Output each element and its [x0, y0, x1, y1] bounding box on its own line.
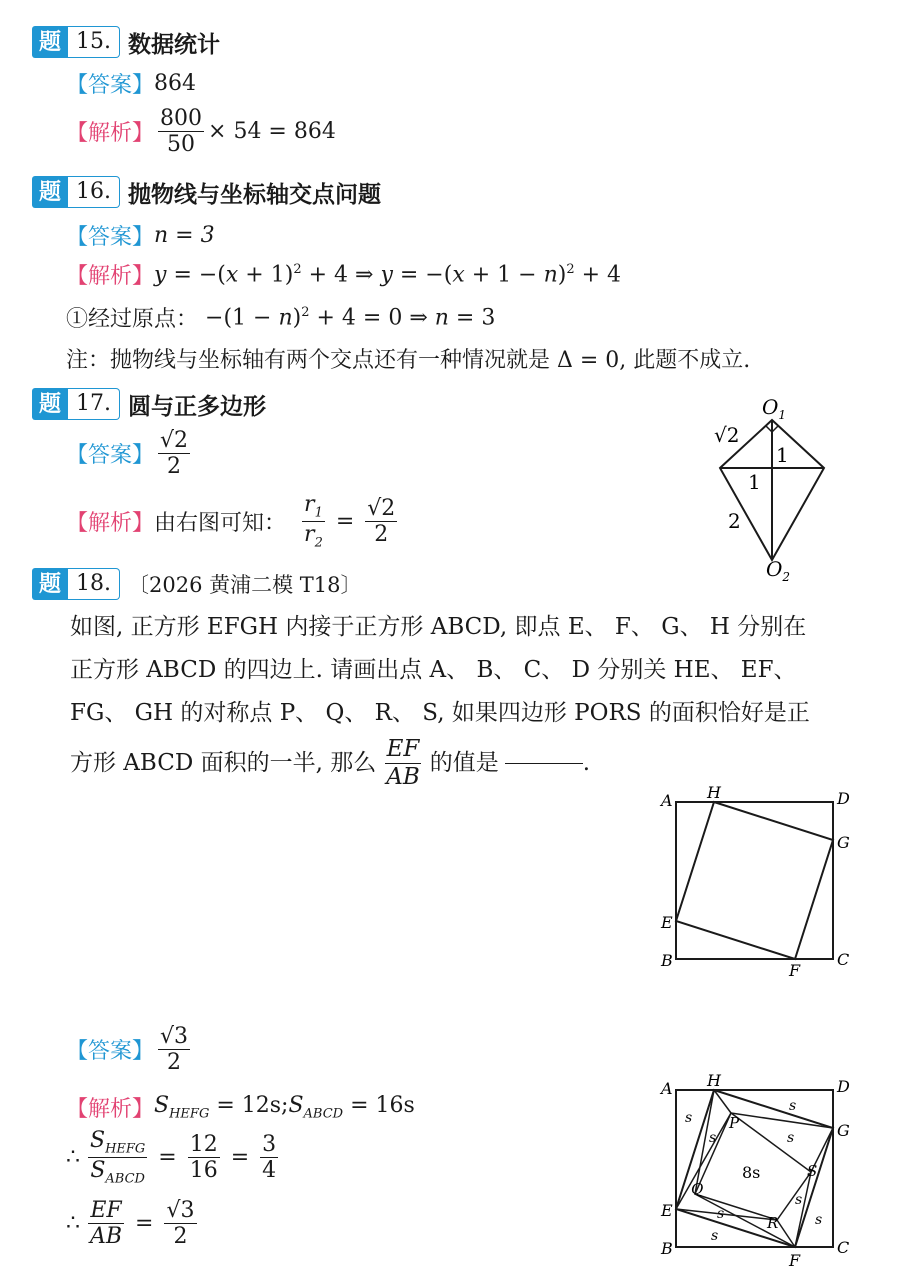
- fraction-numerator: EF: [386, 736, 420, 763]
- label-one-a: 1: [776, 443, 789, 467]
- label-s-region: s: [711, 1228, 719, 1244]
- square-efgh: [676, 802, 833, 959]
- fraction-numerator: √2: [160, 428, 189, 453]
- label-r: R: [767, 1214, 779, 1232]
- fraction-denominator: 50: [167, 132, 196, 158]
- label-side-root2: √2: [714, 423, 740, 447]
- q16-step1: [66, 302, 495, 333]
- label-f: F: [789, 1251, 801, 1270]
- answer-blank: [505, 762, 583, 764]
- fraction-numerator: √2: [367, 496, 396, 522]
- label-b: B: [661, 1239, 673, 1258]
- note-text: 注：抛物线与坐标轴有两个交点还有一种情况就是 Δ = 0, 此题不成立.: [66, 348, 751, 373]
- area-abcd: $S_{ABCD} = 16s$: [288, 1093, 415, 1122]
- fraction-numerator: 12: [189, 1132, 218, 1158]
- fraction-denominator: 2: [167, 454, 182, 480]
- q15-analysis: [66, 106, 336, 158]
- q18-header: [32, 568, 362, 600]
- question-number: 18.: [68, 568, 120, 600]
- label-s-region: s: [795, 1192, 803, 1208]
- fraction-numerator: EF: [90, 1198, 122, 1223]
- q18-answer: [66, 1024, 194, 1076]
- answer-tag: 【答案】: [66, 443, 155, 469]
- q16-note: [66, 343, 750, 374]
- fraction-denominator: 2: [374, 522, 389, 548]
- answer-tag: 【答案】: [66, 1039, 155, 1065]
- problem-line-3: FG、 GH 的对称点 P、 Q、 R、 S, 如果四边形 PORS 的面积恰好是正: [70, 700, 810, 726]
- fraction: [158, 106, 204, 158]
- problem-fraction: [384, 736, 422, 790]
- analysis-prefix: 由右图可知：: [154, 511, 287, 537]
- equals-sign: =: [328, 509, 362, 535]
- label-p: P: [729, 1114, 740, 1132]
- answer-tag: 【答案】: [66, 225, 155, 250]
- analysis-rest: × 54 = 864: [208, 119, 336, 145]
- fraction-denominator: 16: [189, 1158, 218, 1184]
- answer-value: n = 3: [154, 223, 215, 248]
- answer-value: 864: [154, 71, 197, 96]
- step1-prefix: ①经过原点：: [66, 307, 199, 332]
- problem-line-4-suffix: 的值是: [429, 749, 499, 776]
- q16-header: [32, 176, 381, 208]
- label-one-b: 1: [748, 470, 761, 494]
- fraction-denominator: $S_{ABCD}$: [90, 1158, 145, 1187]
- fraction-denominator: 2: [173, 1224, 188, 1250]
- label-a: A: [661, 791, 673, 810]
- analysis-tag: 【解析】: [66, 121, 155, 147]
- label-o1: $O_1$: [762, 395, 787, 422]
- fraction-numerator: $r_1$: [304, 492, 323, 521]
- fraction-denominator: AB: [90, 1224, 123, 1250]
- label-s-region: s: [815, 1212, 823, 1228]
- therefore-symbol: ∴: [66, 1145, 80, 1171]
- q17-kite-figure: [700, 392, 840, 584]
- label-b: B: [661, 951, 673, 970]
- question-title: 抛物线与坐标轴交点问题: [128, 180, 381, 208]
- final-value-fraction: [164, 1198, 196, 1250]
- fraction-denominator: 2: [167, 1050, 182, 1076]
- q18-analysis: [66, 1092, 415, 1123]
- fold-line: [731, 1113, 833, 1128]
- q18-figure-2: [655, 1072, 855, 1272]
- label-s-region: s: [709, 1130, 717, 1146]
- ratio-12-16: [188, 1132, 220, 1184]
- question-label: 题: [32, 176, 68, 208]
- question-number: 17.: [68, 388, 120, 420]
- ef-ab-fraction: [88, 1198, 124, 1250]
- fraction-numerator: 800: [160, 106, 203, 131]
- fraction-denominator: $r_2$: [304, 522, 323, 551]
- fraction-numerator: $S_{HEFG}$: [90, 1128, 146, 1157]
- label-s-region: s: [787, 1130, 795, 1146]
- analysis-tag: 【解析】: [66, 511, 155, 537]
- label-q: Q: [691, 1180, 704, 1198]
- label-two: 2: [728, 509, 741, 533]
- question-number: 16.: [68, 176, 120, 208]
- fraction-denominator: AB: [386, 763, 420, 790]
- analysis-formula: $y = -(x + 1)^2 + 4$ ⇒ $y = -(x + 1 - n)^2 + 4$: [154, 261, 622, 288]
- label-8s: 8s: [742, 1163, 761, 1182]
- fold-line: [676, 1113, 731, 1209]
- question-label: 题: [32, 388, 68, 420]
- label-s-region: s: [717, 1206, 725, 1222]
- label-c: C: [837, 950, 850, 969]
- label-a: A: [661, 1079, 673, 1098]
- fraction: [158, 1024, 190, 1076]
- answer-tag: 【答案】: [66, 73, 155, 98]
- q17-analysis: [66, 492, 401, 552]
- label-g: G: [837, 833, 850, 852]
- question-number: 15.: [68, 26, 120, 58]
- area-hefg: $S_{HEFG} = 12s$;: [154, 1093, 289, 1122]
- problem-line-4: 方形 ABCD 面积的一半, 那么 $\frac{EF}{AB}$ 的值是 .: [70, 736, 591, 790]
- fraction-numerator: 3: [262, 1132, 277, 1158]
- question-label: 题: [32, 26, 68, 58]
- analysis-tag: 【解析】: [66, 264, 155, 289]
- q16-answer: [66, 220, 215, 251]
- question-source: 〔2026 黄浦二模 T18〕: [128, 573, 362, 597]
- label-s-region: s: [789, 1098, 797, 1114]
- analysis-tag: 【解析】: [66, 1097, 155, 1122]
- fraction-denominator: 4: [262, 1158, 277, 1184]
- label-f: F: [789, 961, 801, 980]
- area-ratio-fraction: [88, 1128, 147, 1188]
- q17-header: [32, 388, 266, 420]
- question-title: 数据统计: [128, 30, 220, 58]
- q18-final-line: ∴ $\frac{EF}{AB}$ = $\frac{√3}{2}$: [66, 1198, 195, 1250]
- label-d: D: [837, 1077, 850, 1096]
- value-fraction: [365, 496, 397, 548]
- fraction-numerator: √3: [166, 1198, 195, 1223]
- q18-figure-1: [655, 784, 855, 980]
- q17-answer: [66, 428, 194, 480]
- question-title: 圆与正多边形: [128, 392, 266, 420]
- label-c: C: [837, 1238, 850, 1257]
- label-h: H: [707, 784, 721, 802]
- q18-problem: [70, 606, 890, 791]
- fraction-numerator: √3: [160, 1024, 189, 1049]
- question-label: 题: [32, 568, 68, 600]
- q15-header: [32, 26, 220, 58]
- label-e: E: [661, 1201, 673, 1220]
- label-h: H: [707, 1072, 721, 1090]
- q18-ratio-line: ∴ $\frac{S_{HEFG}}{S_{ABCD}}$ = $\frac{12}{16}$ = $\frac{3}{4}$: [66, 1128, 277, 1187]
- ratio-3-4: [260, 1132, 278, 1184]
- label-o2: $O_2$: [766, 557, 791, 584]
- problem-line-4-prefix: 方形 ABCD 面积的一半, 那么: [70, 749, 377, 776]
- ratio-fraction: [302, 492, 325, 552]
- therefore-symbol: ∴: [66, 1211, 80, 1237]
- label-s-region: s: [685, 1110, 693, 1126]
- label-g: G: [837, 1121, 850, 1140]
- label-e: E: [661, 913, 673, 932]
- label-d: D: [837, 789, 850, 808]
- fraction: [158, 428, 190, 480]
- step1-formula: $-(1 - n)^2 + 4 = 0$ ⇒ n = 3: [198, 304, 496, 331]
- q16-analysis: [66, 259, 621, 290]
- q15-answer: [66, 68, 196, 99]
- square-abcd: [676, 802, 833, 959]
- label-s: S: [807, 1162, 818, 1180]
- problem-line-2: 正方形 ABCD 的四边上. 请画出点 A、 B、 C、 D 分别关 HE、 EF、: [70, 657, 797, 683]
- problem-line-1: 如图, 正方形 EFGH 内接于正方形 ABCD, 即点 E、 F、 G、 H 分别在: [70, 614, 807, 640]
